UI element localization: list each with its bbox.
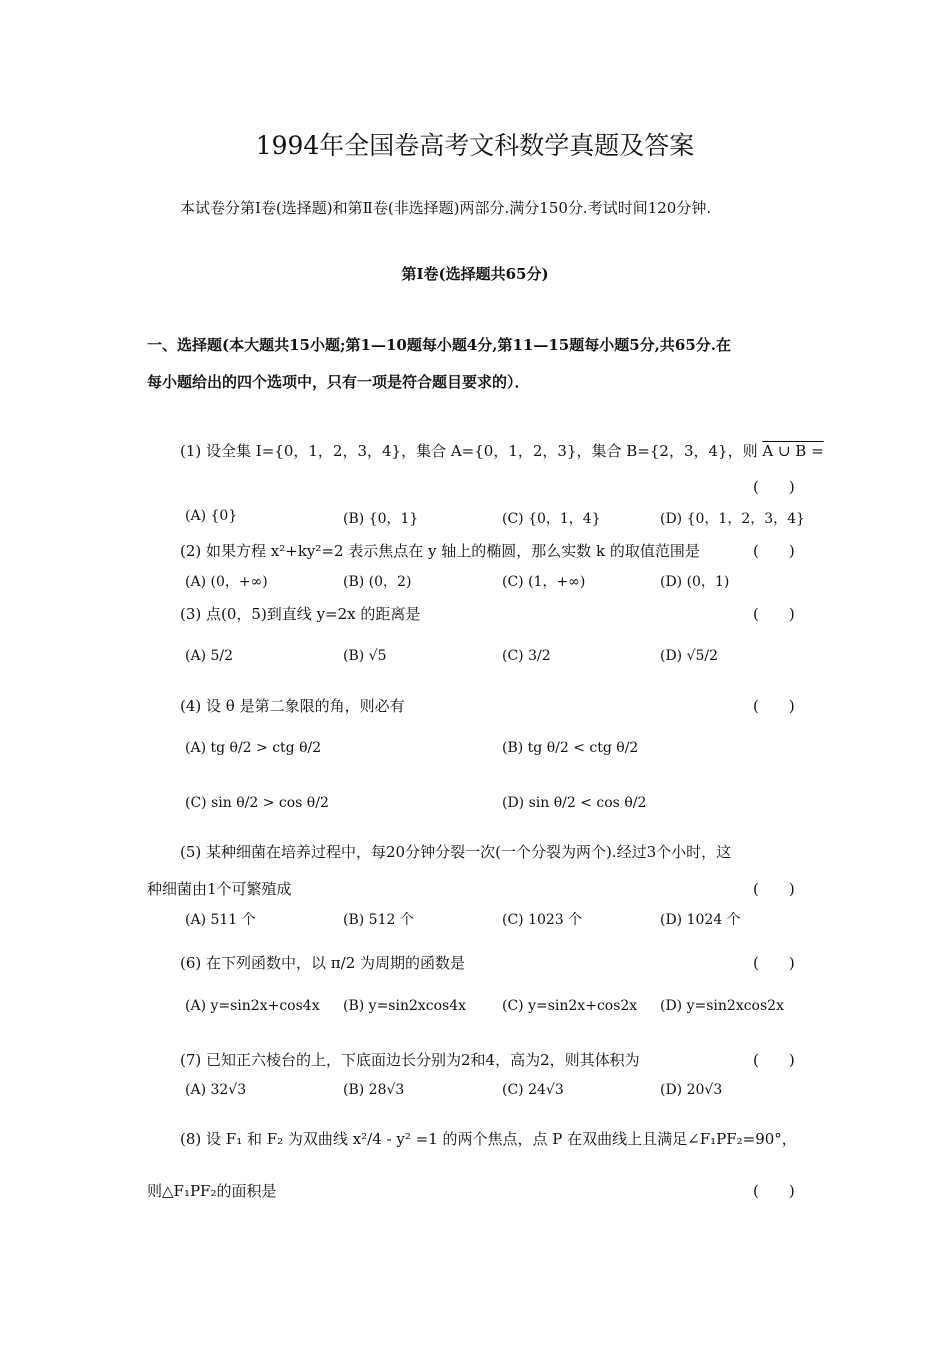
option-2d: (D) (0，1) <box>660 574 730 590</box>
answer-blank[interactable]: ( ) <box>753 954 795 972</box>
answer-blank[interactable]: ( ) <box>753 697 795 715</box>
option-1b: (B) {0，1} <box>343 511 419 527</box>
option-7d: (D) 20√3 <box>660 1082 723 1098</box>
option-5c: (C) 1023 个 <box>502 912 583 928</box>
question-3-stem: (3) 点(0，5)到直线 y=2x 的距离是 <box>180 605 421 623</box>
option-3d: (D) √5/2 <box>660 648 719 664</box>
option-5d: (D) 1024 个 <box>660 912 741 928</box>
option-4b: (B) tg θ/2 < ctg θ/2 <box>502 740 639 756</box>
option-4c: (C) sin θ/2 > cos θ/2 <box>185 795 329 811</box>
option-5b: (B) 512 个 <box>343 912 414 928</box>
page-title: 1994年全国卷高考文科数学真题及答案 <box>255 131 695 160</box>
question-6-stem: (6) 在下列函数中，以 π/2 为周期的函数是 <box>180 954 466 972</box>
option-6a: (A) y=sin2x+cos4x <box>185 998 320 1014</box>
question-7-stem: (7) 已知正六棱台的上，下底面边长分别为2和4，高为2，则其体积为 <box>180 1051 640 1069</box>
question-8-stem-line2: 则△F₁PF₂的面积是 <box>147 1182 277 1200</box>
question-4-stem: (4) 设 θ 是第二象限的角，则必有 <box>180 697 405 715</box>
option-6c: (C) y=sin2x+cos2x <box>502 998 638 1014</box>
option-2b: (B) (0，2) <box>343 574 412 590</box>
answer-blank[interactable]: ( ) <box>753 542 795 560</box>
option-3c: (C) 3/2 <box>502 648 551 664</box>
question-5-stem-line1: (5) 某种细菌在培养过程中，每20分钟分裂一次(一个分裂为两个).经过3个小时，这 <box>180 843 732 861</box>
option-4a: (A) tg θ/2 > ctg θ/2 <box>185 740 322 756</box>
question-1-text: (1) 设全集 I={0，1，2，3，4}，集合 A={0，1，2，3}，集合 B={2，3，4}，则 <box>180 442 763 460</box>
option-6d: (D) y=sin2xcos2x <box>660 998 784 1014</box>
option-1c: (C) {0，1，4} <box>502 511 601 527</box>
option-1a: (A) {0} <box>185 508 238 524</box>
question-8-stem-line1: (8) 设 F₁ 和 F₂ 为双曲线 x²/4 - y² =1 的两个焦点，点 P 在双曲线上且满足∠F₁PF₂=90°， <box>180 1130 797 1148</box>
question-2-stem: (2) 如果方程 x²+ky²=2 表示焦点在 y 轴上的椭圆，那么实数 k 的取值范围是 <box>180 542 700 560</box>
option-7a: (A) 32√3 <box>185 1082 247 1098</box>
option-2c: (C) (1，+∞) <box>502 574 586 590</box>
section-heading-line2: 每小题给出的四个选项中，只有一项是符合题目要求的）． <box>147 373 530 391</box>
question-5-stem-line2: 种细菌由1个可繁殖成 <box>147 880 292 898</box>
option-3a: (A) 5/2 <box>185 648 234 664</box>
question-1-set-expression: A ∪ B = <box>762 442 824 460</box>
option-7b: (B) 28√3 <box>343 1082 405 1098</box>
option-5a: (A) 511 个 <box>185 912 256 928</box>
option-7c: (C) 24√3 <box>502 1082 564 1098</box>
option-6b: (B) y=sin2xcos4x <box>343 998 467 1014</box>
answer-blank[interactable]: ( ) <box>753 478 795 496</box>
question-1-stem <box>180 440 824 461</box>
answer-blank[interactable]: ( ) <box>753 605 795 623</box>
intro-text: 本试卷分第Ⅰ卷(选择题)和第Ⅱ卷(非选择题)两部分.满分150分.考试时间120分钟. <box>180 199 712 217</box>
answer-blank[interactable]: ( ) <box>753 1182 795 1200</box>
option-3b: (B) √5 <box>343 648 387 664</box>
option-4d: (D) sin θ/2 < cos θ/2 <box>502 795 647 811</box>
answer-blank[interactable]: ( ) <box>753 880 795 898</box>
part-title: 第Ⅰ卷(选择题共65分) <box>401 265 549 283</box>
option-2a: (A) (0，+∞) <box>185 574 268 590</box>
option-1d: (D) {0，1，2，3，4} <box>660 511 805 527</box>
section-heading-line1: 一、选择题(本大题共15小题;第1—10题每小题4分,第11—15题每小题5分,共65分.在 <box>147 336 731 354</box>
answer-blank[interactable]: ( ) <box>753 1051 795 1069</box>
